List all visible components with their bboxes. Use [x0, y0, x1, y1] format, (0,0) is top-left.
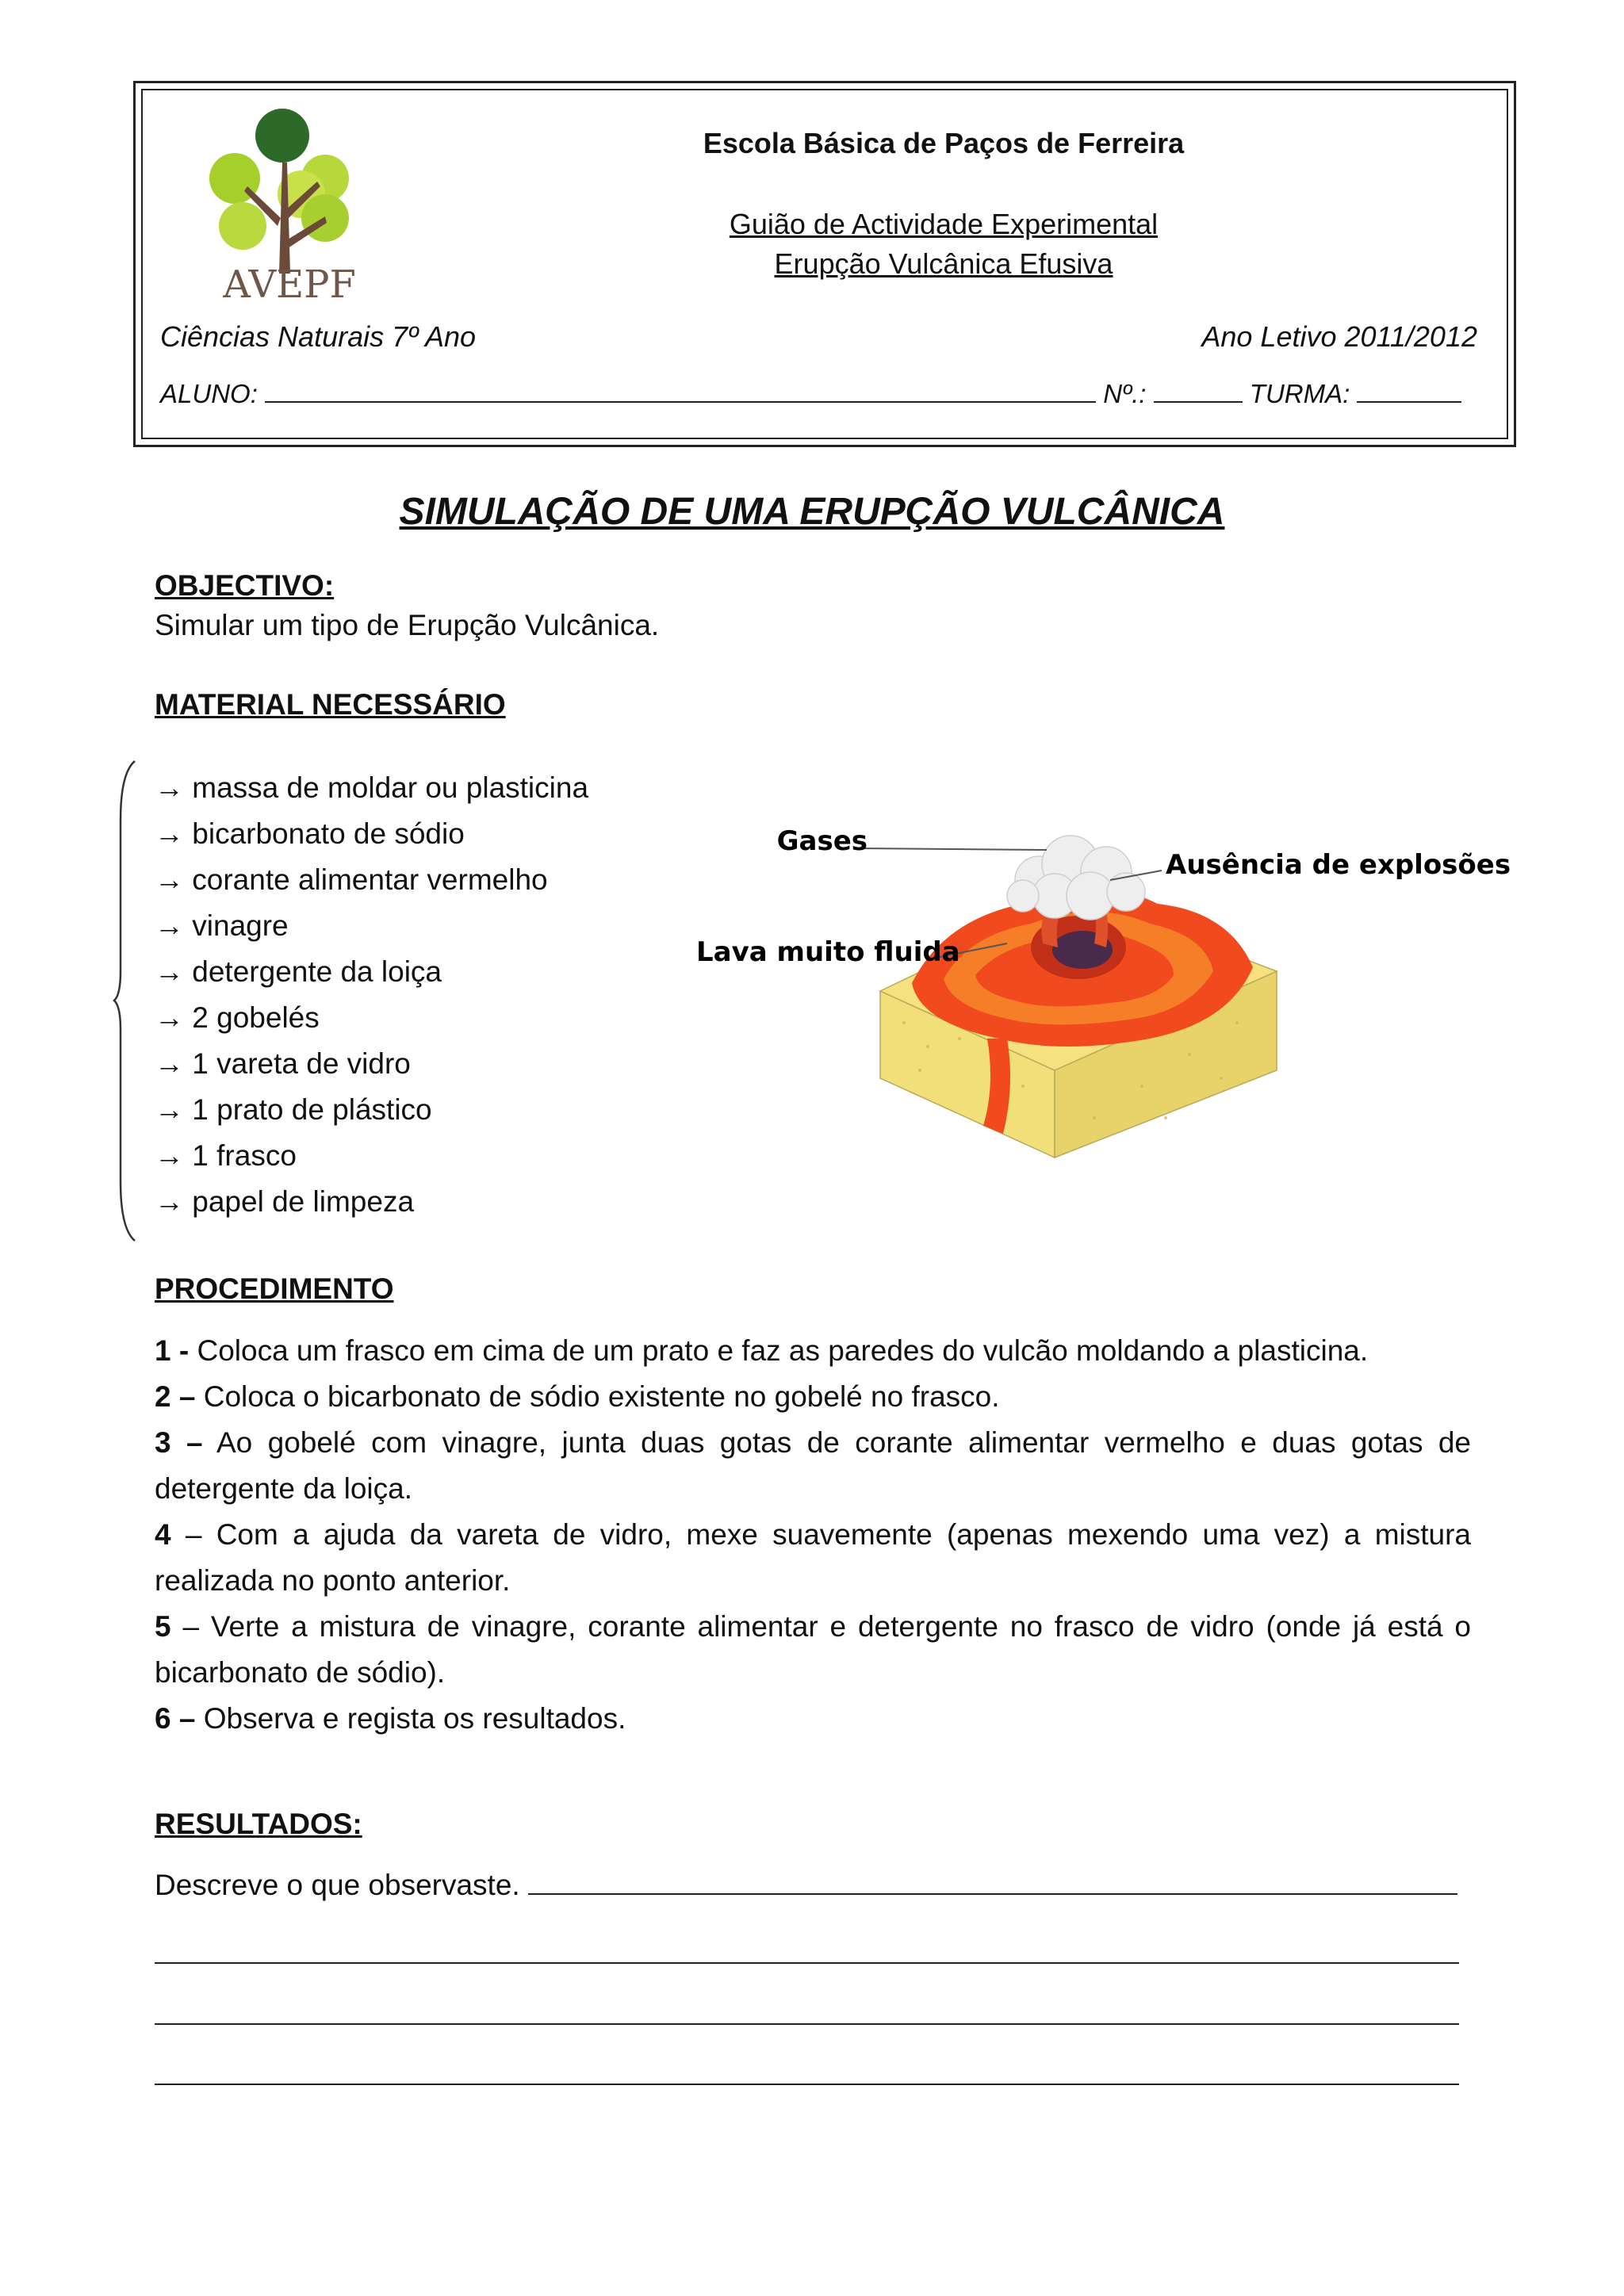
guide-subtitle: Erupção Vulcânica Efusiva — [774, 247, 1113, 280]
answer-line[interactable] — [155, 2084, 1459, 2085]
logo-text: AVEPF — [223, 262, 356, 307]
student-label: ALUNO: — [160, 379, 258, 408]
step-text: Ao gobelé com vinagre, junta duas gotas de corante alimentar vermelho e duas gotas de detergente da loiça. — [155, 1426, 1472, 1505]
guide-title: Guião de Actividade Experimental — [729, 208, 1159, 240]
step-number: 3 – — [155, 1426, 203, 1459]
step-number: 2 – — [155, 1380, 196, 1413]
effusive-volcano-diagram — [682, 785, 1511, 1158]
objective-heading: OBJECTIVO: — [155, 569, 335, 602]
label-gases: Gases — [776, 825, 868, 857]
list-item: → bicarbonato de sódio — [155, 817, 465, 850]
procedure-steps — [155, 1328, 1471, 1742]
procedure-step — [155, 1374, 1471, 1420]
list-item: → 1 prato de plástico — [155, 1093, 432, 1126]
list-item: → 2 gobelés — [155, 1001, 320, 1034]
label-no-explosions: Ausência de explosões — [1166, 849, 1511, 881]
label-lava: Lava muito fluida — [696, 936, 960, 968]
student-number-field[interactable] — [1154, 377, 1243, 403]
step-number: 6 – — [155, 1702, 196, 1735]
procedure-step — [155, 1604, 1471, 1696]
procedure-step — [155, 1512, 1471, 1604]
step-number: 5 — [155, 1610, 171, 1643]
list-item: → vinagre — [155, 909, 289, 942]
results-heading: RESULTADOS: — [155, 1808, 362, 1840]
subject-label: Ciências Naturais 7º Ano — [160, 320, 477, 353]
step-number: 1 - — [155, 1334, 190, 1367]
materials-heading: MATERIAL NECESSÁRIO — [155, 688, 506, 721]
step-text: Observa e regista os resultados. — [195, 1702, 626, 1735]
procedure-step — [155, 1328, 1471, 1374]
procedure-step — [155, 1420, 1471, 1512]
materials-list — [155, 765, 588, 1225]
procedure-step — [155, 1696, 1471, 1742]
list-item: → massa de moldar ou plasticina — [155, 771, 589, 804]
step-text: – Com a ajuda da vareta de vidro, mexe suavemente (apenas mexendo uma vez) a mistura realizada no ponto anterior. — [155, 1518, 1471, 1597]
list-item: → papel de limpeza — [155, 1185, 415, 1218]
class-field[interactable] — [1357, 377, 1461, 403]
list-item: → detergente da loiça — [155, 955, 442, 988]
objective-text: Simular um tipo de Erupção Vulcânica. — [155, 609, 660, 641]
school-logo-tree-icon — [198, 99, 381, 305]
list-item: → 1 frasco — [155, 1139, 297, 1172]
answer-line[interactable] — [155, 1962, 1459, 1964]
number-label: Nº.: — [1103, 379, 1147, 408]
procedure-heading: PROCEDIMENTO — [155, 1272, 394, 1305]
gases-callout-line — [856, 848, 1047, 850]
list-brace — [111, 757, 143, 1245]
results-prompt: Descreve o que observaste. — [155, 1869, 520, 1901]
results-question — [155, 1869, 1457, 1902]
answer-line[interactable] — [155, 2023, 1459, 2025]
page-title: SIMULAÇÃO DE UMA ERUPÇÃO VULCÂNICA — [399, 491, 1225, 533]
list-item: → corante alimentar vermelho — [155, 863, 548, 896]
student-name-field[interactable] — [265, 377, 1096, 403]
list-item: → 1 vareta de vidro — [155, 1047, 411, 1080]
step-text: Coloca o bicarbonato de sódio existente no gobelé no frasco. — [195, 1380, 1000, 1413]
class-label: TURMA: — [1249, 379, 1350, 408]
school-year: Ano Letivo 2011/2012 — [1201, 320, 1477, 353]
step-text: – Verte a mistura de vinagre, corante alimentar e detergente no frasco de vidro (onde já está o bicarbonato de sódio). — [155, 1610, 1471, 1689]
student-fields — [160, 377, 1461, 409]
school-name: Escola Básica de Paços de Ferreira — [703, 127, 1185, 159]
step-number: 4 — [155, 1518, 171, 1551]
step-text: Coloca um frasco em cima de um prato e faz as paredes do vulcão moldando a plasticina. — [189, 1334, 1369, 1367]
answer-line[interactable] — [528, 1869, 1457, 1895]
